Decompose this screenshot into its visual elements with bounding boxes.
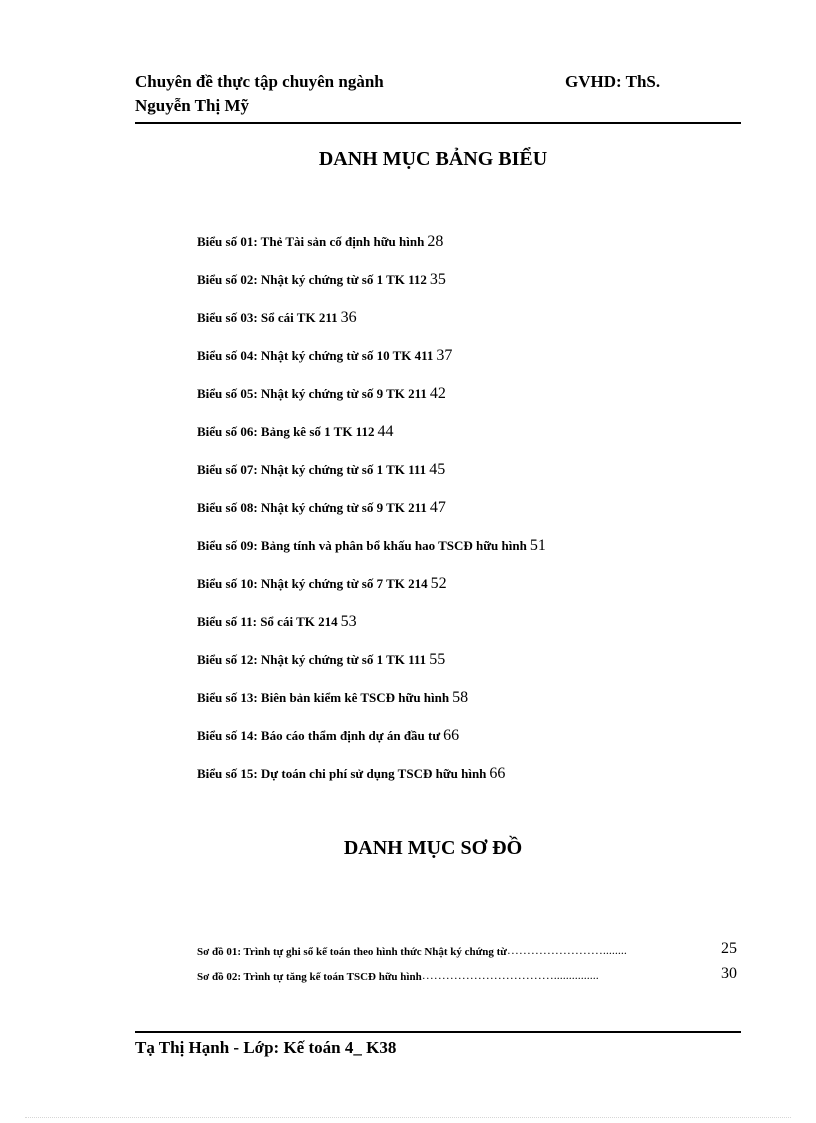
table-list-item — [197, 499, 757, 537]
table-list-item — [197, 309, 757, 347]
table-item-page: 44 — [377, 423, 394, 440]
header-divider — [135, 122, 741, 124]
diagrams-list — [197, 940, 737, 993]
table-item-label: Biểu số 07: Nhật ký chứng từ số 1 TK 111 — [197, 462, 427, 477]
table-item-page: 53 — [340, 613, 357, 630]
diagram-list-item — [197, 940, 737, 968]
table-item-page: 47 — [429, 499, 446, 516]
table-item-label: Biểu số 10: Nhật ký chứng từ số 7 TK 214 — [197, 576, 428, 591]
table-list-item — [197, 727, 757, 765]
table-list-item — [197, 271, 757, 309]
table-item-label: Biểu số 05: Nhật ký chứng từ số 9 TK 211 — [197, 386, 427, 401]
table-list-item — [197, 575, 757, 613]
table-item-label: Biểu số 03: Sổ cái TK 211 — [197, 310, 338, 325]
table-item-label: Biểu số 01: Thẻ Tài sản cố định hữu hình — [197, 234, 425, 249]
diagram-item-page: 30 — [721, 965, 737, 982]
diagram-item-label: Sơ đồ 01: Trình tự ghi sổ kế toán theo hình thức Nhật ký chứng từ — [197, 946, 507, 958]
table-item-page: 51 — [529, 537, 546, 554]
header-topic: Chuyên đề thực tập chuyên ngành — [135, 72, 384, 91]
table-item-label: Biểu số 04: Nhật ký chứng từ số 10 TK 411 — [197, 348, 434, 363]
table-item-label: Biểu số 14: Báo cáo thẩm định dự án đầu tư — [197, 728, 441, 743]
tables-section-title: DANH MỤC BẢNG BIỂU — [318, 148, 548, 170]
table-list-item — [197, 423, 757, 461]
table-item-page: 58 — [452, 689, 469, 706]
diagram-item-leader: ……………………........ — [506, 943, 627, 957]
header-supervisor-name: Nguyễn Thị Mỹ — [135, 96, 249, 115]
table-list-item — [197, 347, 757, 385]
table-item-label: Biểu số 09: Bảng tính và phân bổ khấu hao TSCĐ hữu hình — [197, 538, 527, 553]
table-item-page: 52 — [430, 575, 447, 592]
tables-list — [197, 233, 757, 803]
diagrams-section-title: DANH MỤC SƠ ĐỒ — [343, 837, 523, 859]
table-item-label: Biểu số 08: Nhật ký chứng từ số 9 TK 211 — [197, 500, 427, 515]
table-item-label: Biểu số 06: Bảng kê số 1 TK 112 — [197, 424, 375, 439]
table-item-page: 36 — [340, 309, 357, 326]
diagram-item-page: 25 — [721, 940, 737, 957]
table-item-page: 35 — [429, 271, 446, 288]
table-item-label: Biểu số 11: Sổ cái TK 214 — [197, 614, 338, 629]
table-list-item — [197, 765, 757, 803]
header-supervisor: GVHD: ThS. — [565, 72, 661, 91]
table-list-item — [197, 233, 757, 271]
table-item-page: 45 — [429, 461, 446, 478]
diagram-list-item — [197, 965, 737, 993]
table-list-item — [197, 461, 757, 499]
table-item-label: Biểu số 15: Dự toán chi phí sử dụng TSCĐ hữu hình — [197, 766, 487, 781]
diagram-item-leader: ……………………………............... — [421, 968, 599, 982]
table-item-page: 42 — [429, 385, 446, 402]
diagram-item-label: Sơ đồ 02: Trình tự tăng kế toán TSCĐ hữu hình — [197, 971, 422, 983]
table-list-item — [197, 689, 757, 727]
table-list-item — [197, 385, 757, 423]
table-item-page: 66 — [489, 765, 506, 782]
table-item-label: Biểu số 13: Biên bản kiểm kê TSCĐ hữu hình — [197, 690, 450, 705]
page-footer: Tạ Thị Hạnh - Lớp: Kế toán 4_ K38 — [135, 1038, 397, 1057]
footer-divider — [135, 1031, 741, 1033]
table-item-label: Biểu số 12: Nhật ký chứng từ số 1 TK 111 — [197, 652, 427, 667]
table-item-page: 55 — [429, 651, 446, 668]
table-item-page: 28 — [427, 233, 444, 250]
table-list-item — [197, 613, 757, 651]
table-list-item — [197, 537, 757, 575]
page-header — [135, 72, 740, 120]
table-item-label: Biểu số 02: Nhật ký chứng từ số 1 TK 112 — [197, 272, 427, 287]
page-edge — [25, 1117, 791, 1118]
table-item-page: 66 — [443, 727, 460, 744]
header-line-1 — [135, 72, 740, 96]
table-item-page: 37 — [436, 347, 453, 364]
table-list-item — [197, 651, 757, 689]
